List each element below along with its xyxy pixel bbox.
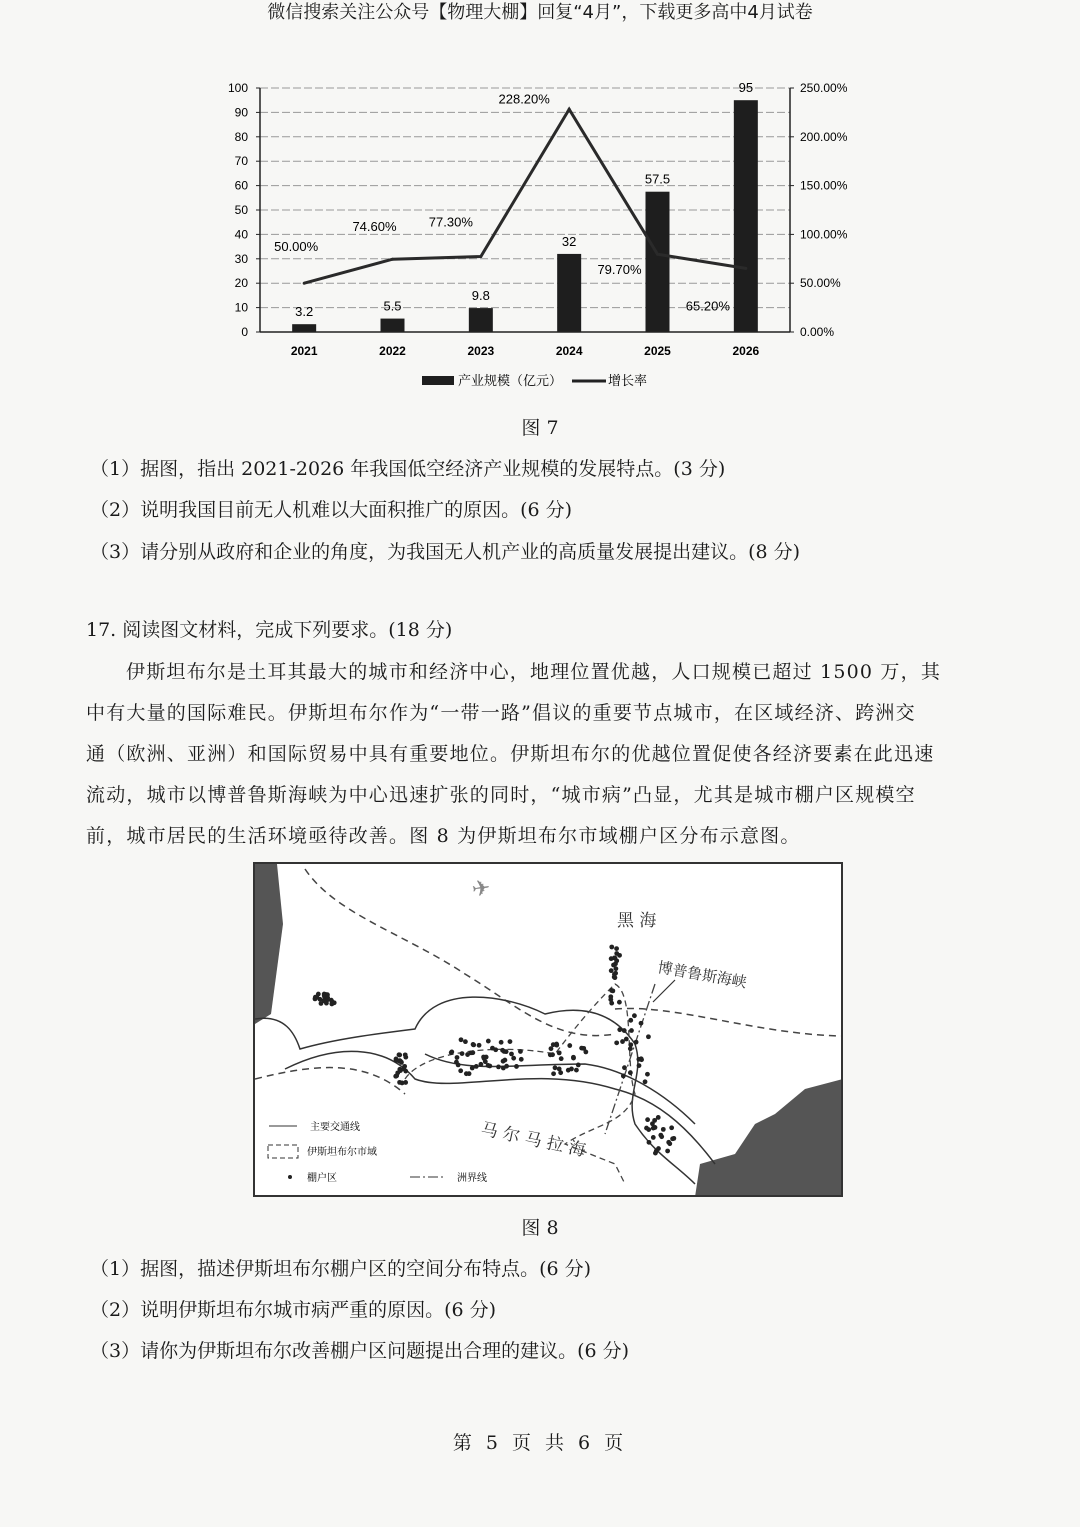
slum-dot bbox=[632, 1013, 637, 1018]
slum-dot bbox=[400, 1081, 405, 1086]
left-tick-label: 70 bbox=[234, 154, 248, 169]
legend-city-label: 伊斯坦布尔市域 bbox=[307, 1147, 377, 1158]
slum-dot bbox=[554, 1042, 559, 1047]
slum-dot bbox=[455, 1055, 460, 1060]
left-tick-label: 80 bbox=[234, 129, 248, 144]
bar-value-label: 57.5 bbox=[644, 171, 671, 187]
slum-dot bbox=[645, 1072, 650, 1077]
slum-dot bbox=[639, 1021, 644, 1026]
slum-dot bbox=[667, 1141, 672, 1146]
legend-bar-label: 产业规模（亿元） bbox=[458, 373, 563, 388]
slum-dot bbox=[324, 1001, 329, 1006]
slum-dot bbox=[634, 1040, 639, 1045]
left-tick-label: 40 bbox=[234, 227, 248, 242]
x-tick-label: 2026 bbox=[732, 344, 760, 358]
slum-dot bbox=[617, 1027, 622, 1032]
left-tick-label: 50 bbox=[234, 203, 248, 217]
slum-dot bbox=[496, 1065, 501, 1070]
growth-rate-label: 77.30% bbox=[428, 214, 473, 230]
slum-dot bbox=[550, 1052, 555, 1057]
slum-dot bbox=[499, 1040, 504, 1045]
slum-dot bbox=[669, 1125, 674, 1130]
right-tick-label: 200.00% bbox=[800, 129, 848, 144]
growth-point bbox=[568, 108, 571, 111]
left-tick-label: 10 bbox=[234, 300, 248, 315]
slum-dot bbox=[481, 1055, 486, 1060]
slum-dot bbox=[397, 1053, 402, 1058]
x-tick-label: 2024 bbox=[555, 344, 583, 358]
left-tick-label: 100 bbox=[227, 81, 248, 95]
legend-line-label: 增长率 bbox=[608, 373, 648, 388]
legend-bar-swatch bbox=[422, 376, 454, 385]
slum-dot bbox=[609, 988, 614, 993]
slum-dot bbox=[614, 946, 619, 951]
figure-7-chart bbox=[210, 70, 870, 400]
slum-dot bbox=[612, 956, 617, 961]
boundary-east bbox=[615, 1008, 841, 1036]
slum-dot bbox=[402, 1064, 407, 1069]
slum-dot bbox=[637, 1063, 642, 1068]
slum-dot bbox=[622, 1028, 627, 1033]
question-16-3: （3）请分别从政府和企业的角度，为我国无人机产业的高质量发展提出建议。(8 分) bbox=[90, 541, 801, 563]
slum-dot bbox=[394, 1073, 399, 1078]
page-number: 第 5 页 共 6 页 bbox=[452, 1432, 628, 1454]
slum-dot bbox=[628, 1018, 633, 1023]
paragraph-line: 中有大量的国际难民。伊斯坦布尔作为“一带一路”倡议的重要节点城市，在区域经济、跨洲交 bbox=[86, 702, 916, 724]
growth-rate-label: 79.70% bbox=[597, 262, 642, 278]
right-tick-label: 50.00% bbox=[800, 276, 841, 291]
slum-dot bbox=[503, 1058, 508, 1063]
slum-dot bbox=[394, 1058, 399, 1063]
figure-7-caption: 图 7 bbox=[521, 417, 559, 439]
growth-rate-line bbox=[304, 109, 746, 283]
x-tick-label: 2025 bbox=[644, 344, 671, 358]
bar bbox=[469, 308, 493, 332]
bar-value-label: 3.2 bbox=[295, 304, 314, 320]
paragraph-line: 流动，城市以博普鲁斯海峡为中心迅速扩张的同时，“城市病”凸显，尤其是城市棚户区规模空 bbox=[86, 784, 916, 806]
slum-dot bbox=[471, 1043, 476, 1048]
slum-dot bbox=[650, 1121, 655, 1126]
slum-dot bbox=[477, 1043, 482, 1048]
legend-slum-label: 棚户区 bbox=[307, 1173, 337, 1184]
growth-point bbox=[744, 267, 747, 270]
slum-dot bbox=[614, 1040, 619, 1045]
question-16-1: （1）据图，指出 2021-2026 年我国低空经济产业规模的发展特点。(3 分) bbox=[90, 458, 726, 480]
x-tick-label: 2022 bbox=[379, 344, 406, 358]
slum-dot bbox=[567, 1043, 572, 1048]
slum-dot bbox=[639, 1056, 644, 1061]
growth-point bbox=[656, 253, 659, 256]
slum-dot bbox=[518, 1049, 523, 1054]
right-tick-label: 0.00% bbox=[800, 325, 835, 339]
right-tick-label: 150.00% bbox=[800, 178, 848, 193]
slum-dot bbox=[460, 1051, 465, 1056]
growth-rate-label: 74.60% bbox=[352, 219, 397, 235]
x-tick-label: 2023 bbox=[467, 344, 495, 358]
slum-dot bbox=[576, 1063, 581, 1068]
slum-dot bbox=[458, 1068, 463, 1073]
slum-dot bbox=[609, 945, 614, 950]
strait-label: 博普鲁斯海峡 bbox=[656, 958, 749, 992]
slum-dot bbox=[511, 1056, 516, 1061]
bar-value-label: 9.8 bbox=[471, 288, 490, 304]
chart-legend bbox=[422, 373, 647, 388]
slum-dot bbox=[557, 1067, 562, 1072]
slum-dot bbox=[628, 1042, 633, 1047]
slum-dot bbox=[671, 1136, 676, 1141]
land-southeast bbox=[695, 1079, 843, 1197]
slum-dot bbox=[325, 995, 330, 1000]
right-tick-label: 100.00% bbox=[800, 227, 848, 242]
slum-dot bbox=[509, 1052, 514, 1057]
page-header-banner: 微信搜索关注公众号【物理大棚】回复“4月”，下载更多高中4月试卷 bbox=[267, 2, 813, 23]
slum-dot bbox=[504, 1049, 509, 1054]
slum-dot bbox=[609, 968, 614, 973]
slum-dot bbox=[519, 1057, 524, 1062]
slum-dot bbox=[456, 1062, 461, 1067]
main-road bbox=[425, 1054, 695, 1124]
slum-dot bbox=[656, 1146, 661, 1151]
paragraph-line: 前，城市居民的生活环境亟待改善。图 8 为伊斯坦布尔市域棚户区分布示意图。 bbox=[86, 825, 801, 847]
plane-icon: ✈ bbox=[470, 875, 493, 903]
slum-dot bbox=[449, 1050, 454, 1055]
slum-dot bbox=[645, 1117, 650, 1122]
slum-dot bbox=[622, 1065, 627, 1070]
left-tick-label: 20 bbox=[234, 276, 248, 291]
bar-value-label: 32 bbox=[561, 233, 577, 249]
slum-dot bbox=[464, 1071, 469, 1076]
slum-dot bbox=[656, 1115, 661, 1120]
legend-city-symbol bbox=[268, 1145, 298, 1158]
slum-dot bbox=[508, 1039, 513, 1044]
slum-dot bbox=[549, 1046, 554, 1051]
figure-8-caption: 图 8 bbox=[521, 1217, 559, 1239]
slum-dot bbox=[487, 1064, 492, 1069]
bar bbox=[646, 192, 670, 332]
paragraph-line: 通（欧洲、亚洲）和国际贸易中具有重要地位。伊斯坦布尔的优越位置促使各经济要素在此迅速 bbox=[86, 743, 935, 765]
left-tick-label: 60 bbox=[234, 178, 248, 193]
slum-dot bbox=[608, 997, 613, 1002]
paragraph-line: 伊斯坦布尔是土耳其最大的城市和经济中心，地理位置优越，人口规模已超过 1500 万，其 bbox=[126, 661, 942, 683]
slum-dot bbox=[569, 1067, 574, 1072]
slum-dot bbox=[571, 1056, 576, 1061]
x-tick-label: 2021 bbox=[290, 344, 318, 358]
slum-dot bbox=[621, 1073, 626, 1078]
slum-dot bbox=[661, 1127, 666, 1132]
slum-dot bbox=[403, 1052, 408, 1057]
question-16-2: （2）说明我国目前无人机难以大面积推广的原因。(6 分) bbox=[90, 499, 573, 521]
slum-dot bbox=[628, 1070, 633, 1075]
slum-dot bbox=[611, 963, 616, 968]
bar-value-label: 5.5 bbox=[383, 298, 402, 314]
slum-dot bbox=[574, 1068, 579, 1073]
bar bbox=[734, 100, 758, 332]
left-tick-label: 90 bbox=[234, 105, 248, 120]
slum-dot bbox=[646, 1034, 651, 1039]
slum-dot bbox=[463, 1039, 468, 1044]
slum-dot bbox=[501, 1066, 506, 1071]
growth-rate-label: 50.00% bbox=[274, 239, 319, 255]
legend-road-label: 主要交通线 bbox=[310, 1122, 360, 1133]
land-west bbox=[255, 864, 283, 1024]
bar bbox=[292, 324, 316, 332]
continent-line bbox=[605, 984, 655, 1134]
slum-dot bbox=[319, 1001, 324, 1006]
marmara-sea-label: 马 尔 马 拉 海 bbox=[478, 1119, 588, 1162]
question-17-1: （1）据图，描述伊斯坦布尔棚户区的空间分布特点。(6 分) bbox=[90, 1258, 592, 1280]
slum-dot bbox=[647, 1140, 652, 1145]
bar-value-label: 95 bbox=[738, 80, 754, 96]
slum-dot bbox=[643, 1079, 648, 1084]
strait-arrow bbox=[653, 980, 675, 1002]
question-17-2: （2）说明伊斯坦布尔城市病严重的原因。(6 分) bbox=[90, 1299, 497, 1321]
slum-dot bbox=[617, 1000, 622, 1005]
slum-dot bbox=[559, 1056, 564, 1061]
slum-dot bbox=[665, 1149, 670, 1154]
slum-dot bbox=[553, 1065, 558, 1070]
legend-continent-label: 洲界线 bbox=[457, 1173, 487, 1184]
growth-point bbox=[479, 255, 482, 258]
slum-dot bbox=[551, 1071, 556, 1076]
slum-dot bbox=[459, 1037, 464, 1042]
slum-dot bbox=[629, 1028, 634, 1033]
slum-dot bbox=[612, 975, 617, 980]
boundary-south bbox=[255, 1068, 405, 1094]
slum-dot bbox=[658, 1133, 663, 1138]
slum-dot bbox=[651, 1135, 656, 1140]
bar bbox=[557, 254, 581, 332]
slum-dot bbox=[617, 953, 622, 958]
question-17-3: （3）请你为伊斯坦布尔改善棚户区问题提出合理的建议。(6 分) bbox=[90, 1340, 630, 1362]
slum-dot bbox=[474, 1064, 479, 1069]
slum-dot bbox=[644, 1126, 649, 1131]
slum-dot bbox=[557, 1050, 562, 1055]
slum-dot bbox=[620, 1039, 625, 1044]
figure-8-map bbox=[253, 862, 843, 1197]
right-tick-label: 250.00% bbox=[800, 81, 848, 95]
left-tick-label: 0 bbox=[241, 325, 248, 339]
question-17-title: 17. 阅读图文材料，完成下列要求。(18 分) bbox=[86, 619, 453, 641]
black-sea-label: 黑 海 bbox=[617, 911, 657, 931]
growth-rate-label: 65.20% bbox=[685, 298, 730, 314]
slum-dot bbox=[579, 1046, 584, 1051]
slum-dot bbox=[313, 995, 318, 1000]
slum-dot bbox=[330, 999, 335, 1004]
growth-point bbox=[303, 282, 306, 285]
slum-dot bbox=[469, 1050, 474, 1055]
slum-dot bbox=[514, 1064, 519, 1069]
growth-point bbox=[391, 258, 394, 261]
growth-rate-label: 228.20% bbox=[498, 91, 550, 107]
bar bbox=[381, 319, 405, 332]
slum-dot bbox=[653, 1151, 658, 1156]
left-tick-label: 30 bbox=[234, 251, 248, 266]
legend-slum-symbol bbox=[288, 1175, 292, 1179]
slum-dot bbox=[486, 1039, 491, 1044]
slum-dot bbox=[478, 1062, 483, 1067]
slum-dot bbox=[490, 1046, 495, 1051]
